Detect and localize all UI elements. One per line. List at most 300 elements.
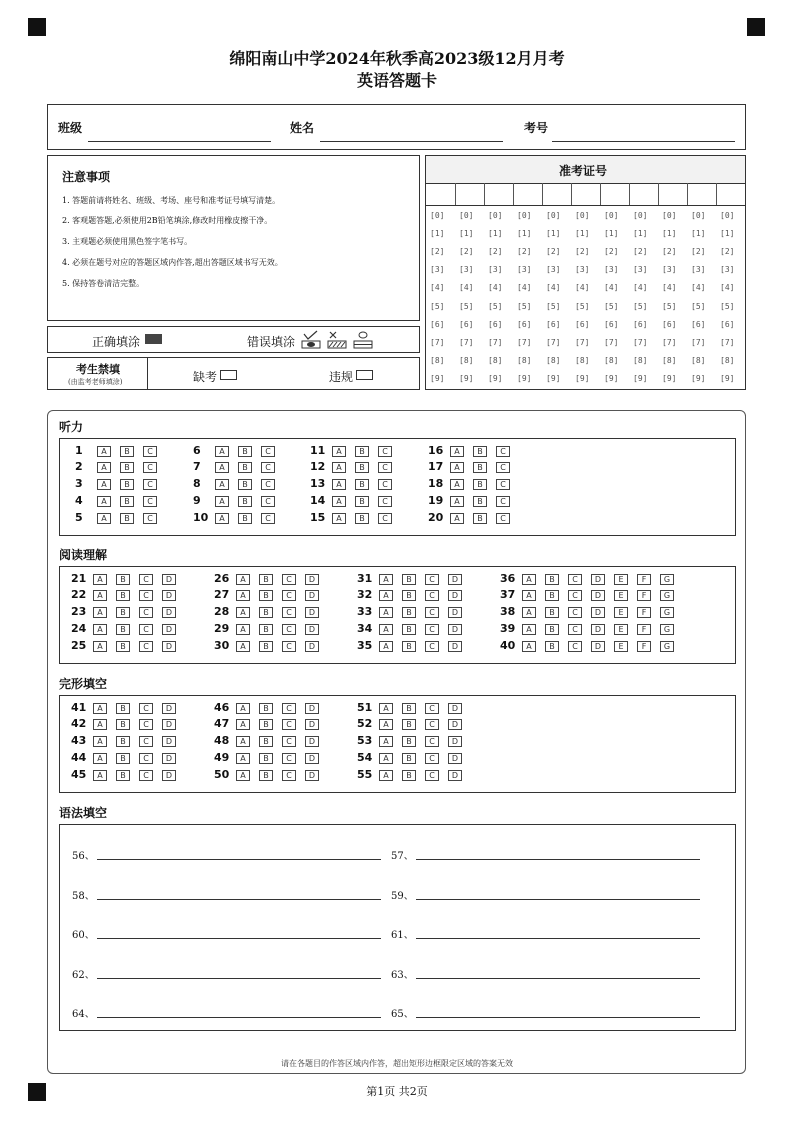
class-field[interactable] (88, 141, 271, 142)
cloze-option-bubble[interactable]: A (236, 703, 250, 714)
grammar-answer-line[interactable] (97, 978, 381, 979)
cloze-option-bubble[interactable]: B (116, 719, 130, 730)
listening-option-bubble[interactable]: B (355, 496, 369, 507)
ticket-digit-bubble[interactable]: [5] (633, 301, 648, 311)
ticket-digit-bubble[interactable]: [8] (633, 355, 648, 365)
listening-option-bubble[interactable]: A (450, 479, 464, 490)
ticket-digit-bubble[interactable]: [3] (488, 265, 503, 275)
listening-option-bubble[interactable]: A (450, 496, 464, 507)
cloze-option-bubble[interactable]: B (402, 703, 416, 714)
reading-option-bubble[interactable]: G (660, 574, 674, 585)
reading-option-bubble[interactable]: A (93, 624, 107, 635)
ticket-digit-bubble[interactable]: [8] (662, 355, 677, 365)
reading-option-bubble[interactable]: F (637, 574, 651, 585)
listening-option-bubble[interactable]: B (238, 513, 252, 524)
cloze-option-bubble[interactable]: D (305, 719, 319, 730)
reading-option-bubble[interactable]: B (259, 590, 273, 601)
ticket-digit-bubble[interactable]: [3] (546, 265, 561, 275)
ticket-write-cell[interactable] (658, 183, 659, 205)
listening-option-bubble[interactable]: B (120, 462, 134, 473)
reading-option-bubble[interactable]: C (282, 574, 296, 585)
reading-option-bubble[interactable]: A (236, 590, 250, 601)
reading-option-bubble[interactable]: B (116, 607, 130, 618)
ticket-digit-bubble[interactable]: [8] (575, 355, 590, 365)
reading-option-bubble[interactable]: C (568, 590, 582, 601)
listening-option-bubble[interactable]: C (261, 479, 275, 490)
reading-option-bubble[interactable]: C (139, 641, 153, 652)
ticket-digit-bubble[interactable]: [3] (720, 265, 735, 275)
listening-option-bubble[interactable]: A (97, 462, 111, 473)
cloze-option-bubble[interactable]: A (236, 770, 250, 781)
ticket-digit-bubble[interactable]: [7] (430, 337, 445, 347)
grammar-answer-line[interactable] (416, 899, 700, 900)
cloze-option-bubble[interactable]: C (139, 736, 153, 747)
ticket-write-cell[interactable] (571, 183, 572, 205)
reading-option-bubble[interactable]: C (568, 624, 582, 635)
ticket-digit-bubble[interactable]: [0] (575, 211, 590, 220)
ticket-digit-bubble[interactable]: [7] (546, 337, 561, 347)
listening-option-bubble[interactable]: B (238, 446, 252, 457)
reading-option-bubble[interactable]: D (591, 590, 605, 601)
cloze-option-bubble[interactable]: D (448, 770, 462, 781)
reading-option-bubble[interactable]: B (545, 641, 559, 652)
ticket-digit-bubble[interactable]: [2] (604, 247, 619, 257)
ticket-digit-bubble[interactable]: [4] (459, 283, 474, 293)
ticket-digit-bubble[interactable]: [2] (633, 247, 648, 257)
cloze-option-bubble[interactable]: D (448, 719, 462, 730)
ticket-digit-bubble[interactable]: [7] (517, 337, 532, 347)
listening-option-bubble[interactable]: A (450, 513, 464, 524)
cloze-option-bubble[interactable]: C (282, 753, 296, 764)
reading-option-bubble[interactable]: E (614, 574, 628, 585)
cloze-option-bubble[interactable]: D (305, 770, 319, 781)
reading-option-bubble[interactable]: C (282, 590, 296, 601)
grammar-answer-line[interactable] (416, 1017, 700, 1018)
reading-option-bubble[interactable]: C (282, 607, 296, 618)
listening-option-bubble[interactable]: B (355, 462, 369, 473)
listening-option-bubble[interactable]: B (120, 496, 134, 507)
listening-option-bubble[interactable]: A (332, 496, 346, 507)
ticket-digit-bubble[interactable]: [6] (459, 319, 474, 329)
reading-option-bubble[interactable]: D (162, 641, 176, 652)
cloze-option-bubble[interactable]: C (282, 736, 296, 747)
listening-option-bubble[interactable]: B (473, 446, 487, 457)
ticket-digit-bubble[interactable]: [7] (633, 337, 648, 347)
listening-option-bubble[interactable]: B (473, 496, 487, 507)
cloze-option-bubble[interactable]: D (162, 719, 176, 730)
cloze-option-bubble[interactable]: D (448, 703, 462, 714)
ticket-digit-bubble[interactable]: [1] (546, 229, 561, 239)
ticket-digit-bubble[interactable]: [0] (691, 211, 706, 220)
ticket-digit-bubble[interactable]: [9] (604, 373, 619, 383)
reading-option-bubble[interactable]: D (591, 624, 605, 635)
reading-option-bubble[interactable]: F (637, 590, 651, 601)
reading-option-bubble[interactable]: B (402, 590, 416, 601)
ticket-digit-bubble[interactable]: [1] (720, 229, 735, 239)
ticket-digit-bubble[interactable]: [6] (546, 319, 561, 329)
grammar-answer-line[interactable] (416, 978, 700, 979)
ticket-write-cell[interactable] (542, 183, 543, 205)
ticket-digit-bubble[interactable]: [7] (488, 337, 503, 347)
ticket-digit-bubble[interactable]: [7] (604, 337, 619, 347)
absent-checkbox[interactable] (220, 370, 237, 380)
ticket-digit-bubble[interactable]: [8] (517, 355, 532, 365)
cloze-option-bubble[interactable]: C (139, 703, 153, 714)
listening-option-bubble[interactable]: B (120, 513, 134, 524)
cloze-option-bubble[interactable]: B (259, 753, 273, 764)
ticket-digit-bubble[interactable]: [0] (662, 211, 677, 220)
listening-option-bubble[interactable]: C (496, 462, 510, 473)
listening-option-bubble[interactable]: C (261, 496, 275, 507)
ticket-digit-bubble[interactable]: [2] (575, 247, 590, 257)
reading-option-bubble[interactable]: B (259, 624, 273, 635)
ticket-digit-bubble[interactable]: [6] (633, 319, 648, 329)
ticket-digit-bubble[interactable]: [6] (430, 319, 445, 329)
listening-option-bubble[interactable]: C (496, 513, 510, 524)
ticket-digit-bubble[interactable]: [1] (691, 229, 706, 239)
cloze-option-bubble[interactable]: A (236, 719, 250, 730)
ticket-digit-bubble[interactable]: [7] (575, 337, 590, 347)
reading-option-bubble[interactable]: C (139, 607, 153, 618)
reading-option-bubble[interactable]: G (660, 624, 674, 635)
listening-option-bubble[interactable]: A (450, 446, 464, 457)
ticket-digit-bubble[interactable]: [5] (546, 301, 561, 311)
cloze-option-bubble[interactable]: D (448, 736, 462, 747)
ticket-write-cell[interactable] (687, 183, 688, 205)
reading-option-bubble[interactable]: D (162, 624, 176, 635)
reading-option-bubble[interactable]: B (259, 641, 273, 652)
listening-option-bubble[interactable]: C (143, 479, 157, 490)
ticket-digit-bubble[interactable]: [3] (633, 265, 648, 275)
ticket-digit-bubble[interactable]: [2] (662, 247, 677, 257)
reading-option-bubble[interactable]: A (236, 624, 250, 635)
cloze-option-bubble[interactable]: B (402, 736, 416, 747)
listening-option-bubble[interactable]: C (143, 513, 157, 524)
reading-option-bubble[interactable]: B (116, 574, 130, 585)
ticket-digit-bubble[interactable]: [1] (459, 229, 474, 239)
ticket-digit-bubble[interactable]: [5] (691, 301, 706, 311)
ticket-digit-bubble[interactable]: [0] (459, 211, 474, 220)
cloze-option-bubble[interactable]: B (116, 753, 130, 764)
reading-option-bubble[interactable]: E (614, 607, 628, 618)
reading-option-bubble[interactable]: A (379, 607, 393, 618)
ticket-digit-bubble[interactable]: [5] (575, 301, 590, 311)
reading-option-bubble[interactable]: D (305, 607, 319, 618)
reading-option-bubble[interactable]: A (93, 607, 107, 618)
grammar-answer-line[interactable] (416, 859, 700, 860)
cloze-option-bubble[interactable]: B (402, 753, 416, 764)
ticket-digit-bubble[interactable]: [9] (517, 373, 532, 383)
ticket-digit-bubble[interactable]: [0] (517, 211, 532, 220)
ticket-digit-bubble[interactable]: [9] (691, 373, 706, 383)
cloze-option-bubble[interactable]: B (259, 703, 273, 714)
listening-option-bubble[interactable]: C (378, 496, 392, 507)
ticket-digit-bubble[interactable]: [3] (430, 265, 445, 275)
ticket-digit-bubble[interactable]: [9] (662, 373, 677, 383)
ticket-digit-bubble[interactable]: [9] (575, 373, 590, 383)
reading-option-bubble[interactable]: D (305, 590, 319, 601)
ticket-digit-bubble[interactable]: [7] (662, 337, 677, 347)
listening-option-bubble[interactable]: A (215, 479, 229, 490)
ticket-digit-bubble[interactable]: [6] (604, 319, 619, 329)
ticket-digit-bubble[interactable]: [5] (720, 301, 735, 311)
listening-option-bubble[interactable]: B (355, 513, 369, 524)
reading-option-bubble[interactable]: B (545, 624, 559, 635)
reading-option-bubble[interactable]: C (282, 641, 296, 652)
listening-option-bubble[interactable]: A (332, 479, 346, 490)
listening-option-bubble[interactable]: C (496, 446, 510, 457)
listening-option-bubble[interactable]: B (238, 479, 252, 490)
ticket-digit-bubble[interactable]: [8] (720, 355, 735, 365)
cloze-option-bubble[interactable]: D (305, 703, 319, 714)
reading-option-bubble[interactable]: G (660, 641, 674, 652)
cloze-option-bubble[interactable]: C (425, 753, 439, 764)
ticket-digit-bubble[interactable]: [3] (575, 265, 590, 275)
listening-option-bubble[interactable]: C (378, 479, 392, 490)
ticket-digit-bubble[interactable]: [2] (517, 247, 532, 257)
reading-option-bubble[interactable]: C (425, 641, 439, 652)
cloze-option-bubble[interactable]: D (162, 736, 176, 747)
reading-option-bubble[interactable]: C (282, 624, 296, 635)
listening-option-bubble[interactable]: B (473, 513, 487, 524)
reading-option-bubble[interactable]: A (379, 624, 393, 635)
reading-option-bubble[interactable]: A (522, 624, 536, 635)
ticket-digit-bubble[interactable]: [8] (546, 355, 561, 365)
ticket-digit-bubble[interactable]: [0] (604, 211, 619, 220)
exam-no-field[interactable] (552, 141, 735, 142)
listening-option-bubble[interactable]: A (97, 496, 111, 507)
ticket-digit-bubble[interactable]: [1] (662, 229, 677, 239)
ticket-digit-bubble[interactable]: [4] (662, 283, 677, 293)
reading-option-bubble[interactable]: C (568, 574, 582, 585)
reading-option-bubble[interactable]: B (545, 607, 559, 618)
listening-option-bubble[interactable]: C (261, 513, 275, 524)
listening-option-bubble[interactable]: C (496, 479, 510, 490)
ticket-digit-bubble[interactable]: [0] (488, 211, 503, 220)
reading-option-bubble[interactable]: D (305, 624, 319, 635)
reading-option-bubble[interactable]: A (236, 607, 250, 618)
reading-option-bubble[interactable]: E (614, 590, 628, 601)
ticket-digit-bubble[interactable]: [9] (633, 373, 648, 383)
reading-option-bubble[interactable]: G (660, 590, 674, 601)
ticket-digit-bubble[interactable]: [5] (459, 301, 474, 311)
ticket-digit-bubble[interactable]: [1] (430, 229, 445, 239)
reading-option-bubble[interactable]: C (425, 607, 439, 618)
cloze-option-bubble[interactable]: D (162, 753, 176, 764)
reading-option-bubble[interactable]: E (614, 641, 628, 652)
ticket-digit-bubble[interactable]: [2] (459, 247, 474, 257)
listening-option-bubble[interactable]: A (215, 446, 229, 457)
listening-option-bubble[interactable]: B (120, 446, 134, 457)
listening-option-bubble[interactable]: C (261, 446, 275, 457)
reading-option-bubble[interactable]: A (522, 574, 536, 585)
ticket-digit-bubble[interactable]: [3] (459, 265, 474, 275)
ticket-digit-bubble[interactable]: [9] (720, 373, 735, 383)
ticket-digit-bubble[interactable]: [3] (662, 265, 677, 275)
ticket-digit-bubble[interactable]: [2] (720, 247, 735, 257)
ticket-digit-bubble[interactable]: [6] (488, 319, 503, 329)
ticket-digit-bubble[interactable]: [4] (430, 283, 445, 293)
ticket-digit-bubble[interactable]: [5] (488, 301, 503, 311)
cloze-option-bubble[interactable]: A (236, 753, 250, 764)
ticket-digit-bubble[interactable]: [9] (430, 373, 445, 383)
ticket-digit-bubble[interactable]: [7] (720, 337, 735, 347)
ticket-digit-bubble[interactable]: [1] (488, 229, 503, 239)
grammar-answer-line[interactable] (97, 899, 381, 900)
listening-option-bubble[interactable]: A (332, 513, 346, 524)
cloze-option-bubble[interactable]: B (259, 770, 273, 781)
cloze-option-bubble[interactable]: C (139, 753, 153, 764)
reading-option-bubble[interactable]: D (305, 574, 319, 585)
ticket-digit-bubble[interactable]: [4] (517, 283, 532, 293)
ticket-write-cell[interactable] (629, 183, 630, 205)
cloze-option-bubble[interactable]: B (259, 719, 273, 730)
cloze-option-bubble[interactable]: B (402, 770, 416, 781)
reading-option-bubble[interactable]: D (448, 574, 462, 585)
reading-option-bubble[interactable]: D (162, 607, 176, 618)
ticket-digit-bubble[interactable]: [4] (488, 283, 503, 293)
cloze-option-bubble[interactable]: A (379, 703, 393, 714)
ticket-digit-bubble[interactable]: [5] (662, 301, 677, 311)
ticket-digit-bubble[interactable]: [8] (430, 355, 445, 365)
ticket-digit-bubble[interactable]: [6] (691, 319, 706, 329)
violation-checkbox[interactable] (356, 370, 373, 380)
listening-option-bubble[interactable]: B (238, 496, 252, 507)
ticket-digit-bubble[interactable]: [4] (575, 283, 590, 293)
cloze-option-bubble[interactable]: A (379, 736, 393, 747)
cloze-option-bubble[interactable]: A (379, 719, 393, 730)
reading-option-bubble[interactable]: E (614, 624, 628, 635)
reading-option-bubble[interactable]: C (139, 574, 153, 585)
cloze-option-bubble[interactable]: C (425, 703, 439, 714)
listening-option-bubble[interactable]: A (332, 462, 346, 473)
ticket-digit-bubble[interactable]: [2] (430, 247, 445, 257)
ticket-digit-bubble[interactable]: [3] (604, 265, 619, 275)
cloze-option-bubble[interactable]: D (162, 703, 176, 714)
ticket-digit-bubble[interactable]: [9] (459, 373, 474, 383)
ticket-write-cell[interactable] (600, 183, 601, 205)
reading-option-bubble[interactable]: A (93, 590, 107, 601)
ticket-digit-bubble[interactable]: [2] (488, 247, 503, 257)
ticket-digit-bubble[interactable]: [0] (430, 211, 445, 220)
cloze-option-bubble[interactable]: C (139, 770, 153, 781)
reading-option-bubble[interactable]: G (660, 607, 674, 618)
ticket-digit-bubble[interactable]: [5] (517, 301, 532, 311)
ticket-digit-bubble[interactable]: [8] (691, 355, 706, 365)
cloze-option-bubble[interactable]: C (282, 703, 296, 714)
reading-option-bubble[interactable]: B (116, 590, 130, 601)
reading-option-bubble[interactable]: A (379, 590, 393, 601)
grammar-answer-line[interactable] (97, 859, 381, 860)
listening-option-bubble[interactable]: C (143, 446, 157, 457)
cloze-option-bubble[interactable]: A (93, 719, 107, 730)
reading-option-bubble[interactable]: A (93, 574, 107, 585)
cloze-option-bubble[interactable]: A (93, 703, 107, 714)
reading-option-bubble[interactable]: B (259, 574, 273, 585)
grammar-answer-line[interactable] (97, 1017, 381, 1018)
ticket-digit-bubble[interactable]: [1] (575, 229, 590, 239)
reading-option-bubble[interactable]: D (162, 574, 176, 585)
ticket-digit-bubble[interactable]: [8] (604, 355, 619, 365)
ticket-write-cell[interactable] (455, 183, 456, 205)
ticket-digit-bubble[interactable]: [1] (633, 229, 648, 239)
reading-option-bubble[interactable]: B (402, 641, 416, 652)
ticket-digit-bubble[interactable]: [0] (546, 211, 561, 220)
reading-option-bubble[interactable]: A (93, 641, 107, 652)
ticket-digit-bubble[interactable]: [6] (720, 319, 735, 329)
reading-option-bubble[interactable]: C (139, 624, 153, 635)
cloze-option-bubble[interactable]: D (448, 753, 462, 764)
reading-option-bubble[interactable]: D (591, 607, 605, 618)
reading-option-bubble[interactable]: B (116, 641, 130, 652)
cloze-option-bubble[interactable]: B (116, 703, 130, 714)
reading-option-bubble[interactable]: C (568, 641, 582, 652)
cloze-option-bubble[interactable]: A (379, 753, 393, 764)
cloze-option-bubble[interactable]: A (379, 770, 393, 781)
ticket-digit-bubble[interactable]: [4] (604, 283, 619, 293)
grammar-answer-line[interactable] (97, 938, 381, 939)
listening-option-bubble[interactable]: A (215, 496, 229, 507)
name-field[interactable] (320, 141, 503, 142)
ticket-digit-bubble[interactable]: [3] (691, 265, 706, 275)
listening-option-bubble[interactable]: C (378, 513, 392, 524)
reading-option-bubble[interactable]: B (402, 574, 416, 585)
listening-option-bubble[interactable]: A (215, 513, 229, 524)
listening-option-bubble[interactable]: C (496, 496, 510, 507)
listening-option-bubble[interactable]: A (97, 513, 111, 524)
ticket-digit-bubble[interactable]: [2] (691, 247, 706, 257)
ticket-digit-bubble[interactable]: [9] (546, 373, 561, 383)
reading-option-bubble[interactable]: A (236, 574, 250, 585)
ticket-digit-bubble[interactable]: [4] (633, 283, 648, 293)
reading-option-bubble[interactable]: A (522, 607, 536, 618)
cloze-option-bubble[interactable]: B (259, 736, 273, 747)
listening-option-bubble[interactable]: C (261, 462, 275, 473)
listening-option-bubble[interactable]: C (143, 462, 157, 473)
ticket-write-cell[interactable] (513, 183, 514, 205)
ticket-digit-bubble[interactable]: [8] (459, 355, 474, 365)
listening-option-bubble[interactable]: C (378, 462, 392, 473)
ticket-digit-bubble[interactable]: [7] (691, 337, 706, 347)
cloze-option-bubble[interactable]: A (93, 770, 107, 781)
ticket-digit-bubble[interactable]: [0] (633, 211, 648, 220)
listening-option-bubble[interactable]: B (355, 479, 369, 490)
reading-option-bubble[interactable]: A (522, 590, 536, 601)
ticket-digit-bubble[interactable]: [3] (517, 265, 532, 275)
cloze-option-bubble[interactable]: C (425, 770, 439, 781)
listening-option-bubble[interactable]: B (355, 446, 369, 457)
reading-option-bubble[interactable]: B (545, 574, 559, 585)
reading-option-bubble[interactable]: C (139, 590, 153, 601)
ticket-digit-bubble[interactable]: [9] (488, 373, 503, 383)
reading-option-bubble[interactable]: D (448, 590, 462, 601)
ticket-write-cell[interactable] (716, 183, 717, 205)
reading-option-bubble[interactable]: F (637, 624, 651, 635)
reading-option-bubble[interactable]: B (402, 624, 416, 635)
listening-option-bubble[interactable]: C (378, 446, 392, 457)
cloze-option-bubble[interactable]: C (425, 736, 439, 747)
grammar-answer-line[interactable] (416, 938, 700, 939)
cloze-option-bubble[interactable]: C (282, 770, 296, 781)
reading-option-bubble[interactable]: A (522, 641, 536, 652)
cloze-option-bubble[interactable]: D (305, 736, 319, 747)
listening-option-bubble[interactable]: B (473, 462, 487, 473)
listening-option-bubble[interactable]: A (450, 462, 464, 473)
cloze-option-bubble[interactable]: D (162, 770, 176, 781)
reading-option-bubble[interactable]: D (448, 641, 462, 652)
reading-option-bubble[interactable]: C (425, 624, 439, 635)
listening-option-bubble[interactable]: B (120, 479, 134, 490)
